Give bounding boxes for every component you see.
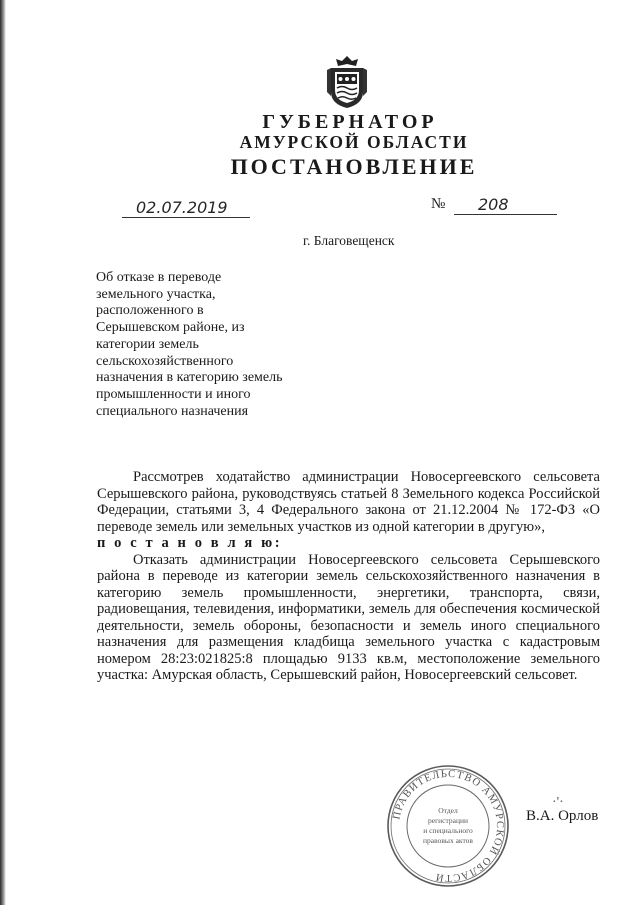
subject-line: Серышевском районе, из bbox=[96, 320, 245, 336]
seal-inner-line: правовых актов bbox=[423, 836, 473, 845]
official-seal-icon bbox=[385, 763, 511, 889]
number-underline bbox=[454, 214, 557, 215]
coat-of-arms-icon bbox=[325, 52, 369, 110]
signer-name: В.А. Орлов bbox=[526, 808, 599, 824]
header-governor: ГУБЕРНАТОР bbox=[262, 111, 438, 133]
subject-line: категории земель bbox=[96, 336, 199, 352]
subject-line: Об отказе в переводе bbox=[96, 270, 222, 285]
header-region: АМУРСКОЙ ОБЛАСТИ bbox=[239, 132, 469, 152]
seal-outer-text: ПРАВИТЕЛЬСТВО АМУРСКОЙ ОБЛАСТИ bbox=[391, 768, 506, 884]
seal-inner-line: Отдел bbox=[438, 806, 458, 815]
decree-number bbox=[454, 196, 557, 218]
date-underline bbox=[122, 217, 250, 218]
subject-line: расположенного в bbox=[96, 303, 204, 319]
decree-date-value: 02.07.2019 bbox=[136, 198, 228, 217]
decree-subject bbox=[96, 270, 336, 420]
subject-line: земельного участка, bbox=[96, 286, 216, 302]
number-sign: № bbox=[431, 196, 446, 212]
subject-line: специального назначения bbox=[96, 403, 249, 419]
subject-line: промышленности и иного bbox=[96, 386, 251, 402]
city-name: г. Благовещенск bbox=[303, 233, 395, 248]
header-decree-title: ПОСТАНОВЛЕНИЕ bbox=[230, 154, 478, 179]
signature-mark: ·'· bbox=[552, 795, 564, 810]
decree-date bbox=[122, 198, 250, 220]
subject-line: назначения в категорию земель bbox=[96, 370, 283, 386]
seal-inner-line: и специального bbox=[423, 826, 473, 835]
decree-body bbox=[97, 469, 600, 684]
preamble-paragraph: Рассмотрев ходатайство администрации Новосергеевского сельсовета Серышевского района, руководствуясь статьей 8 Земельного кодекса Российской Федерации, статьями 3, 4 Федерального закона от 21.12.2004 № 172-ФЗ «О переводе земель или земельных участков из одной категории в другую», bbox=[97, 469, 600, 535]
seal-inner-line: регистрации bbox=[428, 816, 468, 825]
decree-number-value: 208 bbox=[478, 195, 509, 214]
decree-word: п о с т а н о в л я ю: bbox=[97, 535, 283, 551]
resolution-paragraph: Отказать администрации Новосергеевского сельсовета Серышевского района в переводе из категории земель сельскохозяйственного назначения в категорию земель промышленности, энергетики, транспорта, связи, радиовещания, телевидения, информатики, земель для обеспечения космической деятельности, земель обороны, безопасности и земель иного специального назначения для размещения кладбища земельного участка с кадастровым номером 28:23:021825:8 площадью 9133 кв.м, местоположение земельного участка: Амурская область, Серышевский район, Новосергеевский сельсовет. bbox=[97, 551, 600, 683]
subject-line: сельскохозяйственного bbox=[96, 353, 234, 369]
